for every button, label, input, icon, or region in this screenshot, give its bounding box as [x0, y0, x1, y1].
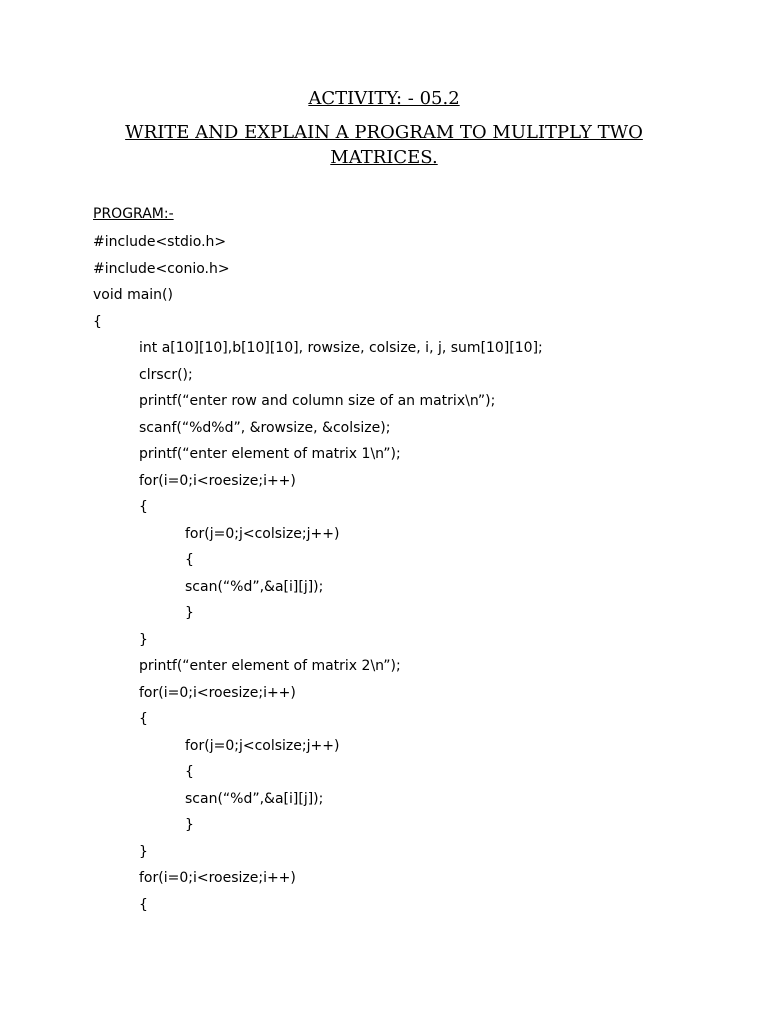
code-line: { [139, 499, 148, 515]
code-line: } [139, 631, 148, 648]
code-line: printf(“enter element of matrix 2\n”); [139, 658, 401, 674]
task-title: WRITE AND EXPLAIN A PROGRAM TO MULITPLY TWO MATRICES. [125, 122, 643, 168]
code-line: int a[10][10],b[10][10], rowsize, colsize, i, j, sum[10][10]; [139, 340, 543, 356]
code-line: } [185, 817, 194, 833]
code-line: #include<stdio.h> [93, 234, 227, 250]
code-line: scanf(“%d%d”, &rowsize, &colsize); [139, 419, 391, 436]
code-line: { [185, 552, 194, 568]
code-line: { [139, 711, 148, 727]
code-line: } [185, 605, 194, 621]
code-block [93, 231, 543, 920]
program-section [93, 203, 543, 920]
code-line: } [139, 843, 148, 860]
code-line: for(i=0;i<roesize;i++) [139, 870, 296, 886]
code-line: printf(“enter element of matrix 1\n”); [139, 446, 401, 462]
heading-block [0, 86, 768, 170]
code-line: printf(“enter row and column size of an matrix\n”); [139, 393, 496, 409]
code-line: scan(“%d”,&a[i][j]); [185, 790, 324, 807]
code-line: { [185, 764, 194, 780]
code-line: clrscr(); [139, 366, 193, 383]
code-line: for(i=0;i<roesize;i++) [139, 684, 296, 701]
program-label: PROGRAM:- [93, 206, 174, 222]
activity-title: ACTIVITY: - 05.2 [308, 88, 460, 109]
code-line: for(i=0;i<roesize;i++) [139, 472, 296, 489]
code-line: #include<conio.h> [93, 260, 230, 277]
code-line: void main() [93, 287, 173, 303]
code-line: { [93, 313, 102, 330]
code-line: for(j=0;j<colsize;j++) [185, 525, 340, 542]
code-line: for(j=0;j<colsize;j++) [185, 737, 340, 754]
code-line: scan(“%d”,&a[i][j]); [185, 578, 324, 595]
code-line: { [139, 896, 148, 913]
